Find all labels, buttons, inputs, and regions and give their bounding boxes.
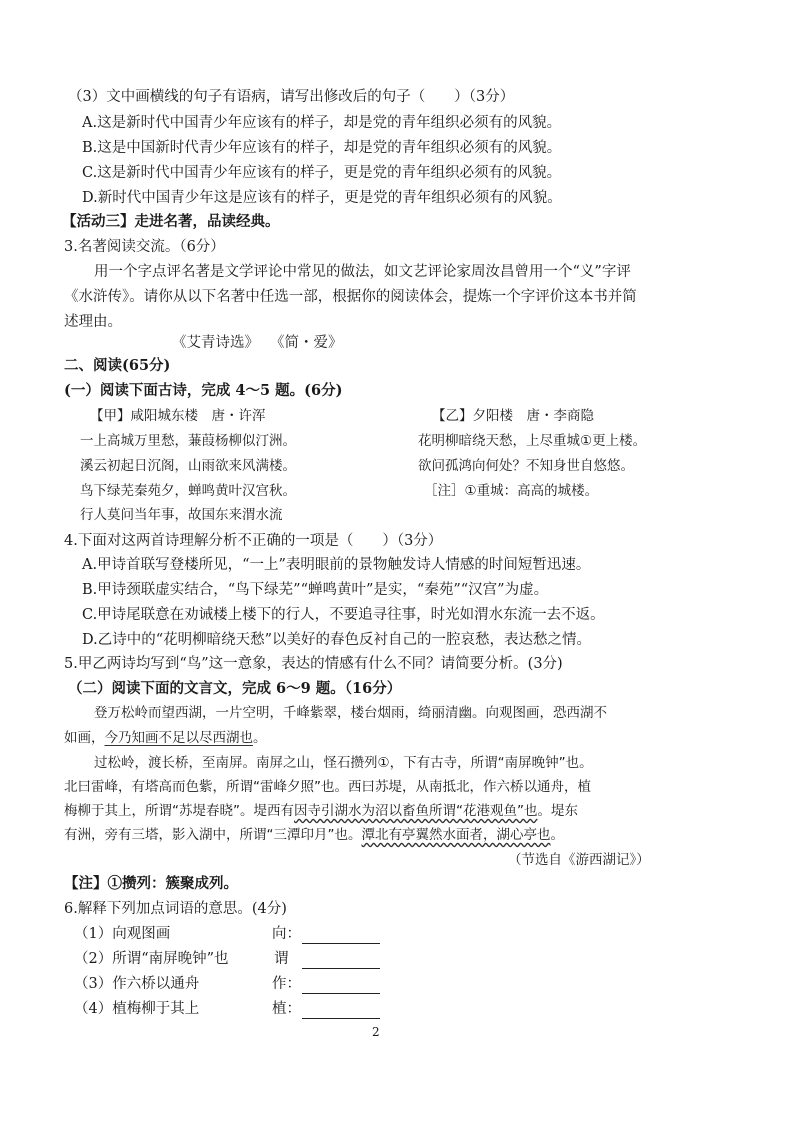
poem-a-line: 溪云初起日沉阁，山雨欲来风满楼。 xyxy=(80,458,296,474)
prose-p1-line2 xyxy=(64,728,267,748)
q4-option-d: D.乙诗中的“花明柳暗绕天愁”以美好的春色反衬自己的一腔哀愁，表达愁之情。 xyxy=(82,632,592,648)
q4-stem: 4.下面对这两首诗理解分析不正确的一项是（ ）（3分） xyxy=(64,533,443,549)
prose-text: 如画， xyxy=(64,730,105,746)
q6-item-word: 作： xyxy=(272,976,301,992)
poem-a-line: 鸟下绿芜秦苑夕，蝉鸣黄叶汉宫秋。 xyxy=(80,483,296,499)
poem-a-line: 一上高城万里愁，蒹葭杨柳似汀洲。 xyxy=(80,433,296,449)
poem-a-line: 行人莫问当年事，故国东来渭水流 xyxy=(80,507,283,523)
q6-item-label: （4）植梅柳于其上 xyxy=(74,1001,200,1017)
q5-stem: 5.甲乙两诗均写到“鸟”这一意象，表达的情感有什么不同？请简要分析。(3分) xyxy=(64,656,563,672)
answer-blank[interactable] xyxy=(302,974,380,994)
q4-option-c: C.甲诗尾联意在劝诫楼上楼下的行人，不要追寻往事，时光如渭水东流一去不返。 xyxy=(82,607,605,623)
wavy-underlined-sentence: 因寺引湖水为沼以畜鱼所谓“花港观鱼”也 xyxy=(294,803,538,819)
reading-section2: （二）阅读下面的文言文，完成 6～9 题。（16分） xyxy=(68,680,402,697)
prose-text: 有洲，旁有三塔，影入湖中，所谓“三潭印月”也。 xyxy=(64,827,362,843)
prose-text: 梅柳于其上，所谓“苏堤春晓”。堤西有 xyxy=(64,803,294,819)
prose-p2-line4 xyxy=(64,825,564,845)
activity3-para3: 述理由。 xyxy=(64,314,122,330)
book-option-2: 《简・爱》 xyxy=(270,335,343,351)
q6-item-label: （1）向观图画 xyxy=(74,926,171,942)
q3-stem: （3）文中画横线的句子有语病，请写出修改后的句子（ ）（3分） xyxy=(68,89,515,105)
poem-b-note: ［注］①重城：高高的城楼。 xyxy=(424,483,599,499)
q6-item-word: 谓 xyxy=(274,951,289,967)
activity3-para1: 用一个字点评名著是文学评论中常见的做法，如文艺评论家周汝昌曾用一个“义”字评 xyxy=(94,264,631,280)
q3-option-a: A.这是新时代中国青少年应该有的样子，却是党的青年组织必须有的风貌。 xyxy=(82,115,562,131)
underlined-sentence: 今乃知画不足以尽西湖也 xyxy=(104,730,253,746)
reading-section1: (一）阅读下面古诗，完成 4～5 题。(6分) xyxy=(64,382,343,399)
answer-blank[interactable] xyxy=(302,949,380,969)
q6-item-word: 植： xyxy=(272,1001,301,1017)
page-number: 2 xyxy=(372,1025,380,1039)
activity3-para2: 《水浒传》。请你从以下名著中任选一部，根据你的阅读体会，提炼一个字评价这本书并简 xyxy=(64,289,637,305)
poem-b-title: 【乙】夕阳楼 唐・李商隐 xyxy=(432,408,594,424)
poem-b-line: 花明柳暗绕天愁，上尽重城①更上楼。 xyxy=(418,433,647,449)
q4-option-a: A.甲诗首联写登楼所见，“一上”表明眼前的景物触发诗人情感的时间短暂迅速。 xyxy=(82,557,591,573)
q6-item-label: （2）所谓“南屏晚钟”也 xyxy=(74,951,229,967)
prose-p2-line1: 过松岭，渡长桥，至南屏。南屏之山，怪石攒列①，下有古寺，所谓“南屏晚钟”也。 xyxy=(94,755,593,771)
prose-source: （节选自《游西湖记》） xyxy=(508,852,650,868)
prose-p1-line1: 登万松岭而望西湖，一片空明，千峰紫翠，楼台烟雨，绮丽清幽。向观图画，恐西湖不 xyxy=(94,705,607,721)
answer-blank[interactable] xyxy=(302,999,380,1019)
prose-note: 【注】①攒列：簇聚成列。 xyxy=(64,875,238,892)
book-option-1: 《艾青诗选》 xyxy=(172,335,259,351)
q3-option-d: D.新时代中国青少年这是应该有的样子，更是党的青年组织必须有的风貌。 xyxy=(82,190,562,206)
prose-text: 。 xyxy=(253,730,267,746)
prose-text: 。 xyxy=(550,827,564,843)
q6-item-word: 向： xyxy=(272,926,301,942)
reading-heading: 二、阅读(65分) xyxy=(64,357,171,374)
wavy-underlined-sentence: 潭北有亭翼然水面者，湖心亭也 xyxy=(361,827,551,843)
q3-book-title: 3.名著阅读交流。（6分） xyxy=(64,239,225,255)
q6-stem: 6.解释下列加点词语的意思。(4分) xyxy=(64,901,287,917)
prose-p2-line3 xyxy=(64,801,578,821)
activity3-title: 【活动三】走进名著，品读经典。 xyxy=(62,213,280,230)
poem-b-line: 欲问孤鸿向何处？不知身世自悠悠。 xyxy=(418,458,634,474)
q3-option-b: B.这是中国新时代青少年应该有的样子，却是党的青年组织必须有的风貌。 xyxy=(82,140,562,156)
poem-a-title: 【甲】咸阳城东楼 唐・许浑 xyxy=(90,408,266,424)
q3-option-c: C.这是新时代中国青少年应该有的样子，更是党的青年组织必须有的风貌。 xyxy=(82,165,562,181)
q4-option-b: B.甲诗颈联虚实结合，“鸟下绿芜”“蝉鸣黄叶”是实，“秦苑”“汉宫”为虚。 xyxy=(82,582,549,598)
prose-text: 。堤东 xyxy=(537,803,578,819)
q6-item-label: （3）作六桥以通舟 xyxy=(74,976,200,992)
prose-p2-line2: 北曰雷峰，有塔高而色紫，所谓“雷峰夕照”也。西曰苏堤，从南抵北，作六桥以通舟，植 xyxy=(64,779,591,795)
answer-blank[interactable] xyxy=(302,924,380,944)
